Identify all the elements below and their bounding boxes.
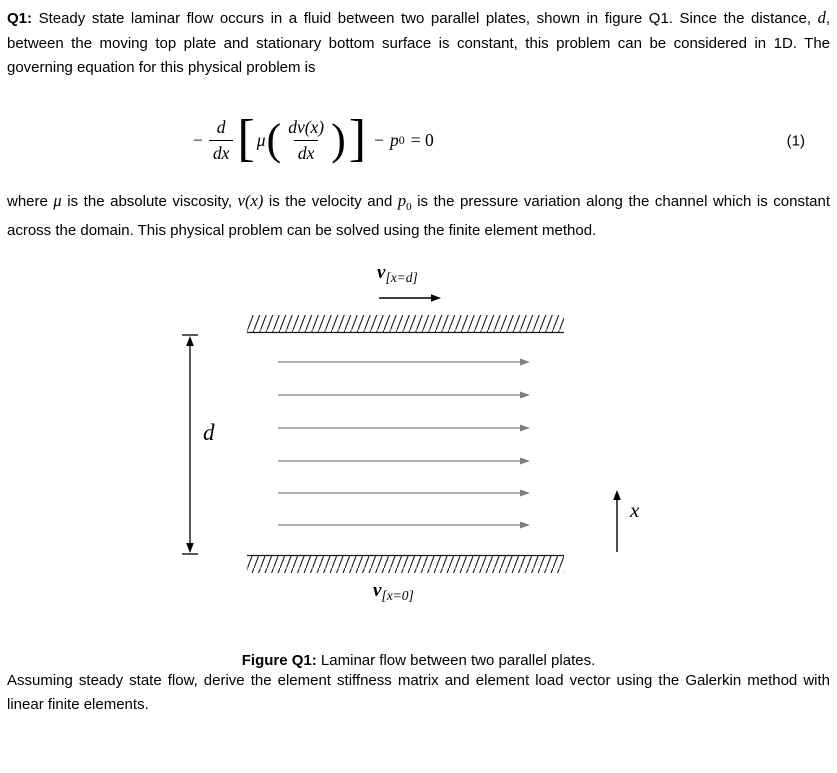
para2-text-2: is the absolute viscosity, (61, 192, 238, 210)
task-paragraph: Assuming steady state flow, derive the element stiffness matrix and element load vector using the Galerkin method with linear finite elements. (7, 671, 830, 713)
figure-q1 (7, 262, 837, 614)
para1-text-2: , between the moving top plate and stationary bottom surface is constant, this problem can be considered in 1D. The governing equation for this physical problem is (7, 10, 830, 76)
figure-caption (7, 652, 830, 669)
eq-frac1-numerator: d (216, 117, 226, 137)
flow-arrowhead (520, 489, 530, 496)
flow-arrowhead (520, 358, 530, 365)
var-d-inline: d (817, 8, 826, 27)
eq-frac1-denominator: dx (209, 140, 234, 164)
eq-right-paren: ) (331, 114, 346, 164)
eq-p-subscript: 0 (398, 133, 405, 147)
explanation-paragraph (7, 189, 830, 244)
x-axis-label: x (630, 497, 640, 522)
flow-arrows (278, 358, 530, 528)
flow-arrowhead (520, 457, 530, 464)
top-plate (247, 315, 564, 332)
para2-text-3: is the velocity and (263, 192, 398, 210)
d-dimension-label: d (203, 419, 215, 445)
figure-caption-label: Figure Q1: (241, 651, 317, 669)
var-p-subscript: 0 (406, 200, 412, 213)
eq-right-bracket: ] (348, 109, 367, 167)
eq-frac2-denominator: dx (294, 140, 319, 164)
figure-caption-text: Laminar flow between two parallel plates. (316, 651, 596, 669)
bottom-plate-velocity-label (373, 580, 414, 604)
var-vx-inline: v(x) (237, 190, 264, 210)
bottom-plate (247, 556, 564, 573)
x-axis-arrowhead (613, 490, 621, 500)
d-dimension-up-arrowhead (186, 336, 194, 346)
bottom-velocity-subscript: [x=0] (381, 587, 414, 603)
top-velocity-subscript: [x=d] (385, 269, 418, 285)
equation-1-row (7, 111, 830, 171)
flow-arrowhead (520, 521, 530, 528)
flow-arrowhead (520, 391, 530, 398)
para2-text-4: is the pressure variation along the channel which is constant across the domain. This physical problem can be solved using the finite element method. (7, 192, 830, 239)
eq-left-bracket: [ (237, 109, 255, 167)
figure-canvas (7, 262, 837, 614)
equation-number: (1) (786, 132, 805, 149)
top-velocity-arrowhead (431, 294, 441, 302)
eq-minus-sign: − (193, 130, 203, 150)
eq-ddx-fraction (209, 117, 234, 164)
d-dimension-arrow (182, 335, 198, 554)
var-v-bottom: v (373, 579, 382, 601)
eq-mu: μ (256, 130, 266, 150)
eq-p: p (390, 130, 399, 150)
flow-arrowhead (520, 424, 530, 431)
question-paragraph (7, 6, 830, 81)
top-plate-velocity-label (377, 262, 418, 286)
eq-equals-zero: = 0 (410, 130, 434, 150)
eq-frac2-numerator: dv(x) (288, 117, 325, 137)
d-dimension-down-arrowhead (186, 543, 194, 553)
question-label: Q1: (7, 10, 33, 27)
eq-minus-sign-2: − (374, 130, 384, 150)
var-v-top: v (377, 261, 386, 283)
var-mu-inline: μ (53, 190, 62, 210)
x-axis-arrow (613, 490, 621, 552)
var-p-inline: p (397, 190, 407, 210)
eq-left-paren: ( (266, 114, 282, 164)
governing-equation (193, 109, 434, 167)
para2-text-1: where (7, 192, 54, 210)
eq-dvdx-fraction (284, 117, 328, 164)
para1-text-1: Steady state laminar flow occurs in a fluid between two parallel plates, shown in figure Q1. Since the distance, (32, 10, 818, 27)
